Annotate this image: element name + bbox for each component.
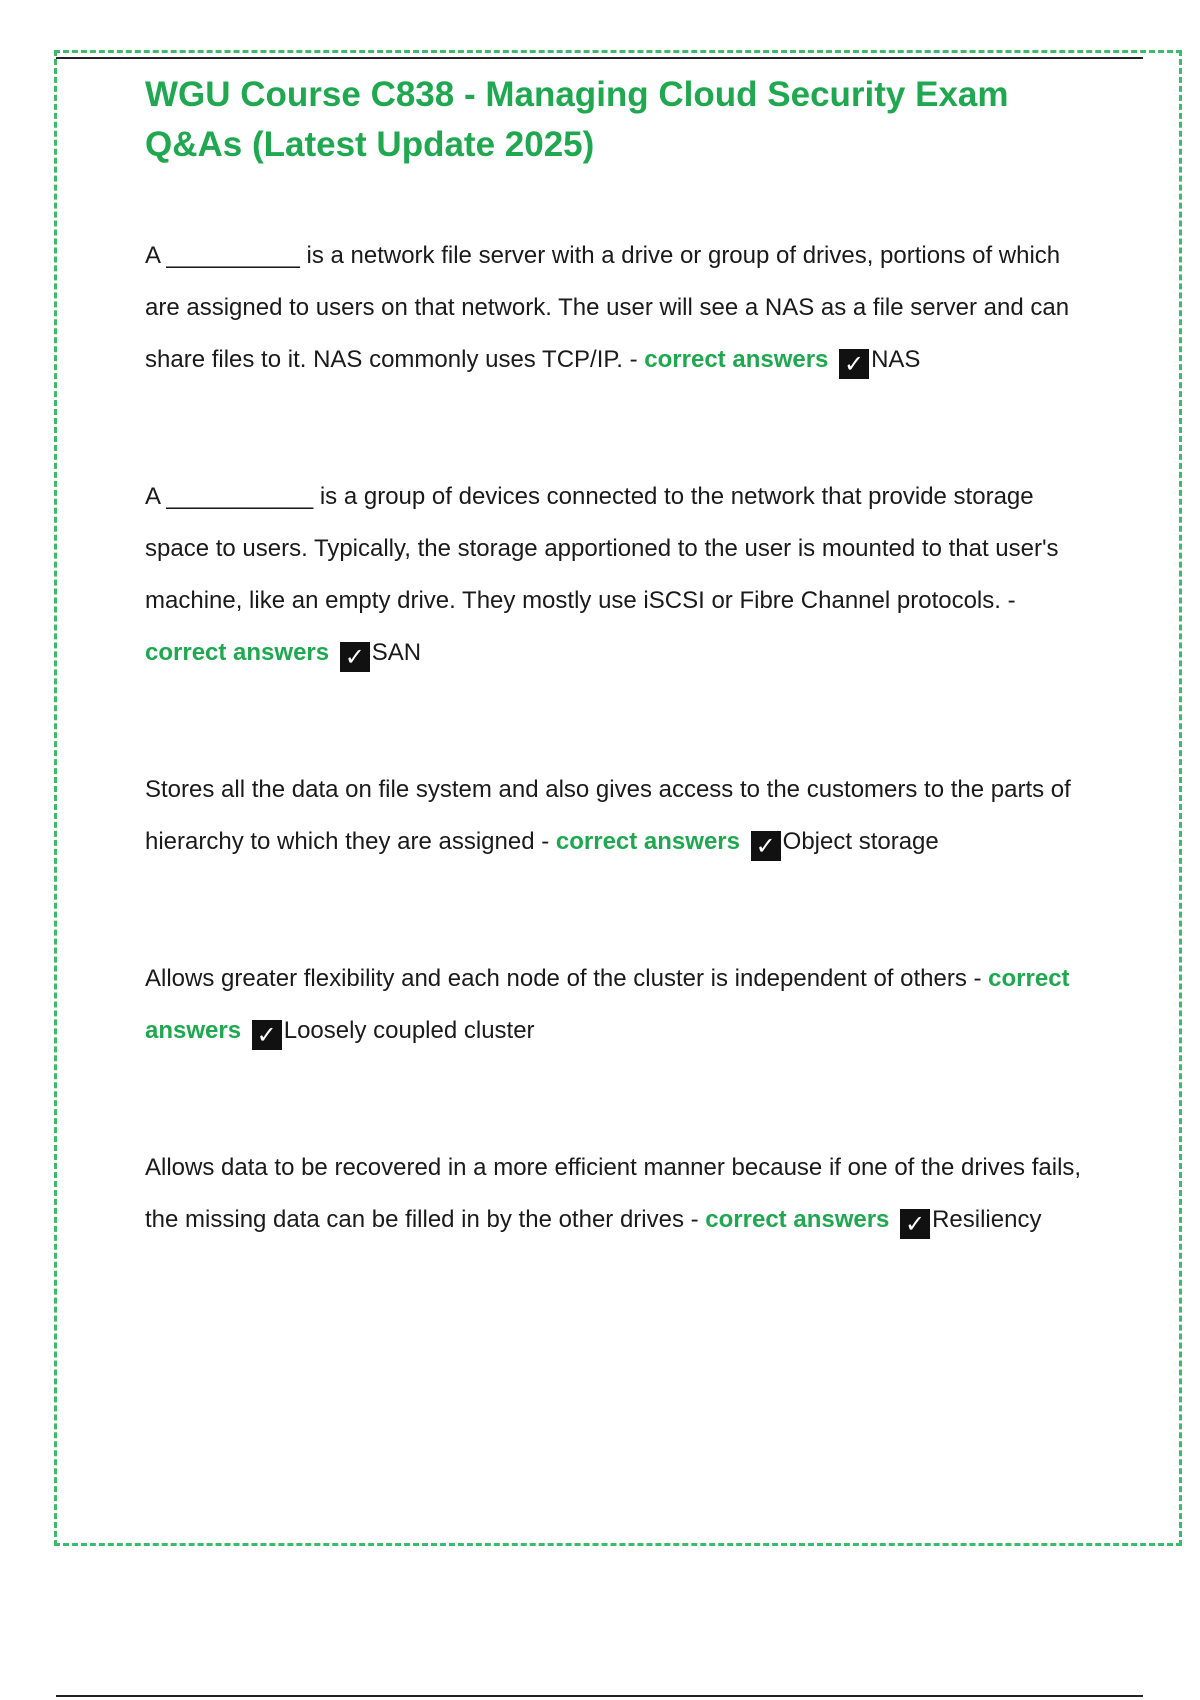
question-text: A ___________ is a group of devices connected to the network that provide storage space to users. Typically, the storage apportioned to the user is mounted to that user's machine, like an empty drive. They mostly use iSCSI or Fibre Channel protocols. - (145, 483, 1059, 614)
checkbox-checked-icon: ✓ (839, 349, 869, 379)
qa-item (145, 953, 1095, 1057)
qa-item (145, 764, 1095, 868)
question-text: Allows data to be recovered in a more efficient manner because if one of the drives fails, the missing data can be filled in by the other drives - (145, 1154, 1082, 1233)
qa-item (145, 1142, 1095, 1246)
answer-text: NAS (871, 346, 921, 373)
checkbox-checked-icon: ✓ (900, 1209, 930, 1239)
correct-answers-label: correct answers (644, 346, 829, 373)
correct-answers-label: correct answers (145, 639, 330, 666)
correct-answers-label: correct answers (555, 828, 740, 855)
answer-text: Loosely coupled cluster (283, 1017, 535, 1044)
correct-answers-label: correct answers (705, 1206, 890, 1233)
question-text: Stores all the data on file system and also gives access to the customers to the parts of hierarchy to which they are assigned - (145, 776, 1071, 855)
qa-item (145, 471, 1095, 679)
qa-list (145, 230, 1095, 1246)
checkbox-checked-icon: ✓ (751, 831, 781, 861)
answer-text: Resiliency (932, 1206, 1042, 1233)
question-text: A __________ is a network file server with a drive or group of drives, portions of which are assigned to users on that network. The user will see a NAS as a file server and can share files to it. NAS commonly uses TCP/IP. - (145, 242, 1070, 373)
answer-text: SAN (371, 639, 422, 666)
qa-item (145, 230, 1095, 386)
question-text: Allows greater flexibility and each node of the cluster is independent of others - (145, 965, 989, 992)
checkbox-checked-icon: ✓ (340, 642, 370, 672)
answer-text: Object storage (782, 828, 939, 855)
document-title: WGU Course C838 - Managing Cloud Security Exam Q&As (Latest Update 2025) (145, 75, 1009, 164)
bottom-rule (56, 1695, 1143, 1697)
correct-answers-label: correct answers (145, 965, 1070, 1044)
document-content (145, 70, 1095, 1331)
checkbox-checked-icon: ✓ (252, 1020, 282, 1050)
